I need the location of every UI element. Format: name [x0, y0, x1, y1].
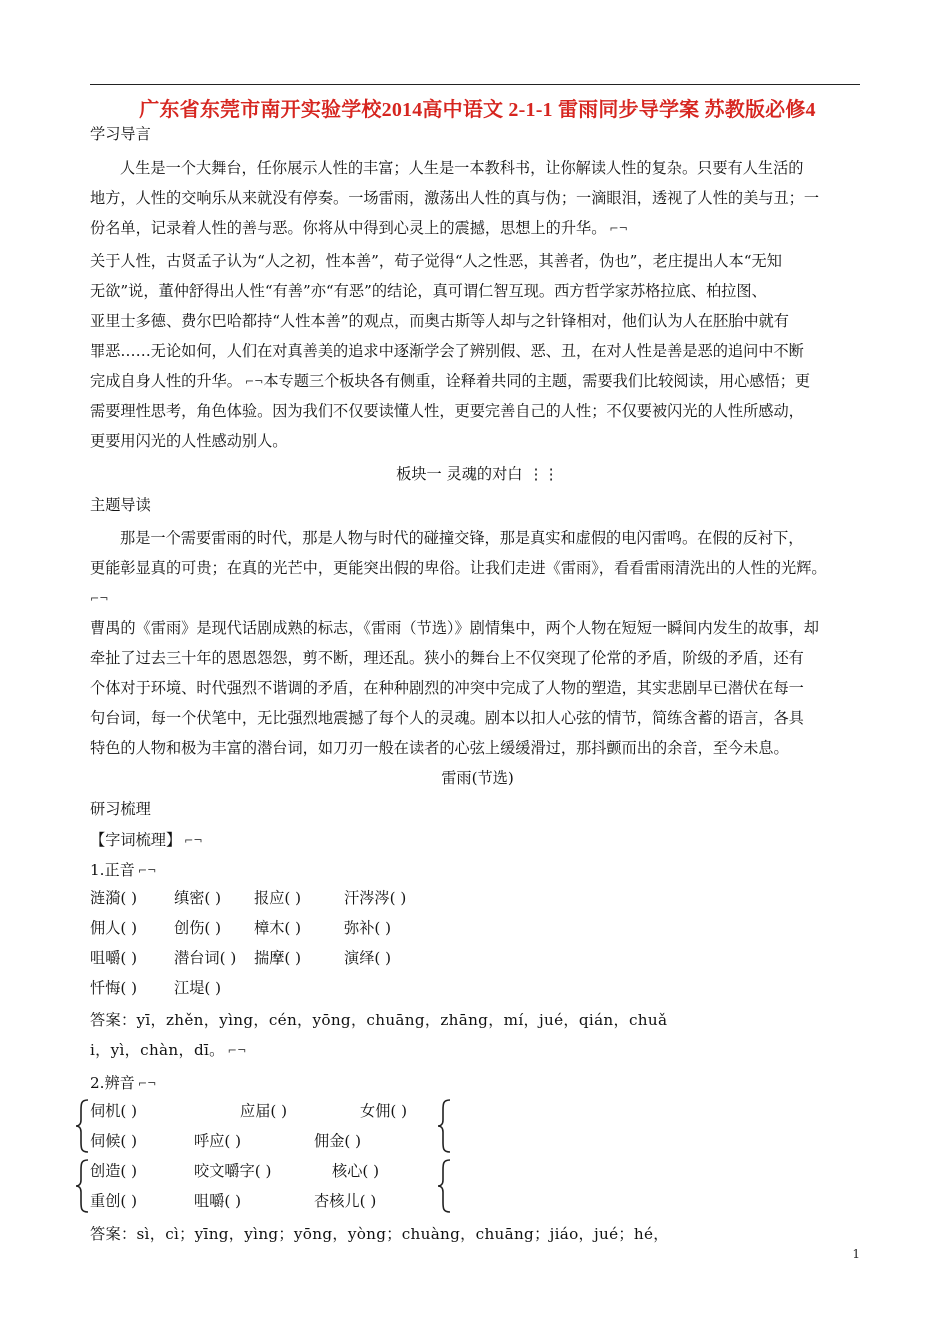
intro-p2-line: 无欲”说，董仲舒得出人性“有善”亦“有恶”的结论，真可谓仁智互现。西方哲学家苏格拉底、柏拉图、: [90, 282, 767, 300]
intro-p2-line: 完成自身人性的升华。 ⌐¬本专题三个板块各有侧重，诠释着共同的主题，需要我们比较阅读，用心感悟；更: [90, 372, 811, 390]
word-heading: 【字词梳理】 ⌐¬: [90, 831, 203, 849]
theme-heading: 主题导读: [90, 496, 151, 514]
q2-item: 核心( ): [332, 1162, 380, 1180]
page-number: 1: [852, 1247, 860, 1261]
q1-answer-line: 答案：yī，zhěn，yìng，cén，yōng，chuāng，zhāng，mí，jué，qián，chuǎ: [90, 1011, 668, 1029]
q2-item: 女佣( ): [360, 1102, 408, 1120]
theme-p2-line: 牵扯了过去三十年的恩恩怨怨，剪不断，理还乱。狭小的舞台上不仅突现了伦常的矛盾，阶级的矛盾，还有: [90, 649, 804, 667]
q1-item: 咀嚼( ): [90, 949, 138, 967]
q2-item: 杏核儿( ): [314, 1192, 377, 1210]
document-title: 广东省东莞市南开实验学校2014高中语文 2-1-1 雷雨同步导学案 苏教版必修4: [139, 99, 816, 121]
return-mark-icon: ⌐¬: [137, 864, 157, 877]
return-mark-icon: ⌐¬: [90, 592, 109, 605]
left-brace-icon: [74, 1158, 90, 1214]
intro-p2-line: 关于人性，古贤孟子认为“人之初，性本善”，荀子觉得“人之性恶，其善者，伪也”，老庄提出人本“无知: [90, 252, 782, 270]
study-heading: 研习梳理: [90, 800, 151, 818]
q2-item: 咀嚼( ): [194, 1192, 242, 1210]
intro-p1-line: 份名单，记录着人性的善与恶。你将从中得到心灵上的震撼，思想上的升华。 ⌐¬: [90, 219, 628, 237]
left-brace-icon: [436, 1158, 452, 1214]
q2-answer-line: 答案：sì，cì；yīng，yìng；yōng，yòng；chuàng，chuāng；jiáo，jué；hé，: [90, 1225, 669, 1243]
left-brace-icon: [436, 1098, 452, 1154]
theme-p1-line: 那是一个需要雷雨的时代，那是人物与时代的碰撞交锋，那是真实和虚假的电闪雷鸣。在假的反衬下，: [120, 529, 804, 547]
theme-p2-line: 句台词，每一个伏笔中，无比强烈地震撼了每个人的灵魂。剧本以扣人心弦的情节，简练含蓄的语言，各具: [90, 709, 804, 727]
q1-item: 创伤( ): [174, 919, 222, 937]
return-mark-icon: ⌐¬: [184, 834, 203, 847]
return-mark-icon: ⌐¬: [227, 1044, 247, 1057]
intro-heading: 学习导言: [90, 125, 151, 143]
q1-item: 弥补( ): [344, 919, 392, 937]
intro-p2-line: 罪恶……无论如何，人们在对真善美的追求中逐渐学会了辨别假、恶、丑，在对人性是善是恶的追问中不断: [90, 342, 804, 360]
q1-item: 缜密( ): [174, 889, 222, 907]
q2-item: 伺机( ): [90, 1102, 138, 1120]
intro-p2-line: 需要理性思考，角色体验。因为我们不仅要读懂人性，更要完善自己的人性；不仅要被闪光的人性所感动，: [90, 402, 804, 420]
q2-item: 佣金( ): [314, 1132, 362, 1150]
lesson-title: 雷雨(节选): [441, 769, 514, 787]
q1-item: 潜台词( ): [174, 949, 237, 967]
q1-item: 揣摩( ): [254, 949, 302, 967]
theme-p2-line: 曹禺的《雷雨》是现代话剧成熟的标志，《雷雨（节选）》剧情集中，两个人物在短短一瞬间内发生的故事，却: [90, 619, 819, 637]
q2-item: 重创( ): [90, 1192, 138, 1210]
return-mark-icon: ⌐¬: [137, 1077, 157, 1090]
theme-p2-line: 特色的人物和极为丰富的潜台词，如刀刃一般在读者的心弦上缓缓滑过，那抖颤而出的余音，至今未息。: [90, 739, 789, 757]
intro-p1-line: 地方，人性的交响乐从来就没有停奏。一场雷雨，激荡出人性的真与伪；一滴眼泪，透视了人性的美与丑；一: [90, 189, 819, 207]
q1-item: 佣人( ): [90, 919, 138, 937]
block1-heading: 板块一 灵魂的对白 ⋮⋮: [396, 465, 559, 483]
theme-p1-line: 更能彰显真的可贵；在真的光芒中，更能突出假的卑俗。让我们走进《雷雨》，看看雷雨清洗出的人性的光辉。: [90, 559, 827, 577]
theme-p2-line: 个体对于环境、时代强烈不谐调的矛盾，在种种剧烈的冲突中完成了人物的塑造，其实悲剧早已潜伏在每一: [90, 679, 804, 697]
q1-item: 江堤( ): [174, 979, 222, 997]
return-mark-line: [90, 588, 108, 609]
q1-item: 樟木( ): [254, 919, 302, 937]
q2-heading: 2.辨音 ⌐¬: [90, 1074, 157, 1092]
return-mark-icon: ⌐¬: [609, 222, 628, 235]
q2-item: 伺候( ): [90, 1132, 138, 1150]
q2-item: 应届( ): [240, 1102, 288, 1120]
q2-item: 呼应( ): [194, 1132, 242, 1150]
q1-item: 报应( ): [254, 889, 302, 907]
q1-item: 忏悔( ): [90, 979, 138, 997]
q1-heading: 1.正音 ⌐¬: [90, 861, 157, 879]
intro-p2-line: 亚里士多德、费尔巴哈都持“人性本善”的观点，而奥古斯等人却与之针锋相对，他们认为人在胚胎中就有: [90, 312, 789, 330]
intro-p1-line: 人生是一个大舞台，任你展示人性的丰富；人生是一本教科书，让你解读人性的复杂。只要有人生活的: [120, 159, 804, 177]
intro-p2-line: 更要用闪光的人性感动别人。: [90, 432, 288, 450]
q1-item: 演绎( ): [344, 949, 392, 967]
q2-item: 咬文嚼字( ): [194, 1162, 272, 1180]
q1-item: 涟漪( ): [90, 889, 138, 907]
return-mark-icon: ⌐¬: [244, 375, 264, 388]
left-brace-icon: [74, 1098, 90, 1154]
q2-item: 创造( ): [90, 1162, 138, 1180]
q1-item: 汗涔涔( ): [344, 889, 407, 907]
header-rule: [90, 84, 860, 85]
q1-answer-line: i，yì，chàn，dī。 ⌐¬: [90, 1041, 247, 1059]
